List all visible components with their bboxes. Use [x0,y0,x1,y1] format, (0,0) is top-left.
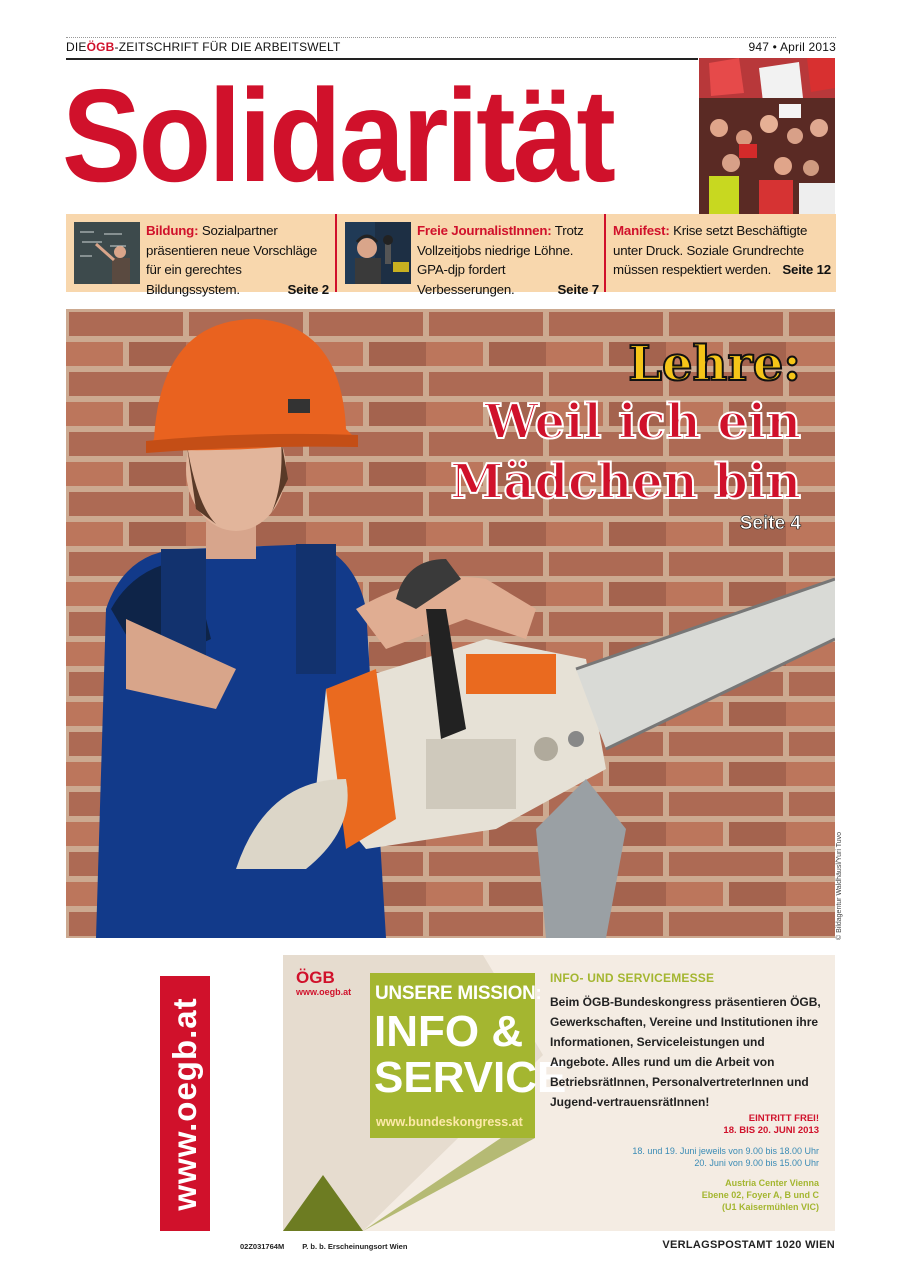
service-messe-ad[interactable] [283,955,835,1231]
masthead-rule [66,58,698,60]
footer-verlagspostamt: VERLAGSPOSTAMT 1020 WIEN [662,1239,835,1251]
top-bar [66,40,836,58]
journalisten-thumbnail [345,222,411,284]
ad-venue-line-2: Ebene 02, Foyer A, B und C [701,1190,819,1200]
photo-credit: © Bildagentur Waldhäusl/Yuri Tuvo [836,831,843,940]
teaser-page: Seite 2 [287,281,329,297]
ad-hours-line-1: 18. und 19. Juni jeweils von 9.00 bis 18.00 Uhr [632,1146,819,1156]
ad-opening-hours [632,1145,819,1169]
ad-oegb-url[interactable]: www.oegb.at [296,987,352,997]
masthead-title: Solidarität [62,62,614,209]
ad-mission-label: UNSERE MISSION: [375,983,542,1004]
ad-mission-box [370,973,567,1138]
footer-postal-info [240,1242,407,1251]
ad-oegb-logo: ÖGB [296,968,335,987]
headline-line-1: Weil ich ein [484,394,801,450]
cover-photo[interactable] [66,309,835,938]
headline-line-2: Mädchen bin [450,454,801,510]
bildung-thumbnail [74,222,140,284]
ad-service-text: SERVICE [374,1053,567,1102]
issue-number: 947 • April 2013 [748,40,836,54]
footer-code: 02Z031764M [240,1242,285,1251]
footer-postal: P. b. b. Erscheinungsort Wien [302,1242,408,1251]
teaser-text [417,221,599,299]
ad-kongress-url[interactable]: www.bundeskongress.at [376,1115,523,1129]
web-url-banner[interactable] [160,976,210,1231]
ad-hours-line-2: 20. Juni von 9.00 bis 15.00 Uhr [694,1158,819,1168]
teaser-journalisten[interactable] [337,214,604,297]
teaser-page: Seite 7 [557,281,599,297]
top-dotted-rule [66,37,836,38]
ad-title: INFO- UND SERVICEMESSE [550,971,715,985]
teaser-keyword: Bildung: [146,223,199,238]
tagline-prefix: DIE [66,40,87,54]
ad-entry-dates: 18. BIS 20. JUNI 2013 [723,1125,819,1136]
teaser-manifest[interactable] [606,214,836,292]
ad-venue-line-3: (U1 Kaisermühlen VIC) [721,1202,819,1212]
teaser-body: Sozialpartner präsentieren neue Vorschläge für ein gerechtes Bildungssystem. [146,223,318,297]
teaser-text [613,221,831,280]
ad-entry-info [723,1113,819,1137]
ad-body: Beim ÖGB-Bundeskongress präsentieren ÖGB, Gewerkschaften, Vereine und Institutionen ihre Informationen, Serviceleistungen und Angebote. Alles rund um die Arbeit von BetriebsrätInnen, PersonalvertreterInnen und Jugend-vertrauensrätInnen! [550,995,821,1109]
crowd-photo [699,58,835,215]
teaser-strip [66,214,836,297]
teaser-bildung[interactable] [66,214,335,297]
publication-tagline [66,40,341,54]
teaser-keyword: Freie JournalistInnen: [417,223,552,238]
ad-venue [702,1177,819,1213]
teaser-body: Trotz Vollzeitjobs niedrige Löhne. GPA-djp fordert Verbesserungen. [417,223,584,297]
teaser-text [146,221,329,299]
ad-entry-free: EINTRITT FREI! [748,1113,819,1124]
oegb-wordmark: ÖGB [86,40,115,54]
tagline-text: -ZEITSCHRIFT FÜR DIE ARBEITSWELT [114,40,341,54]
teaser-page: Seite 12 [782,262,831,277]
ad-venue-line-1: Austria Center Vienna [725,1178,819,1188]
web-url-text: www.oegb.at [166,996,203,1211]
teaser-keyword: Manifest: [613,223,670,238]
ad-info-text: INFO & [374,1007,524,1056]
headline-page-ref[interactable]: Seite 4 [739,513,801,534]
teaser-body: Krise setzt Beschäftigte unter Druck. Soziale Grundrechte müssen respektiert werden. [613,223,808,277]
headline-kicker: Lehre: [628,336,801,392]
